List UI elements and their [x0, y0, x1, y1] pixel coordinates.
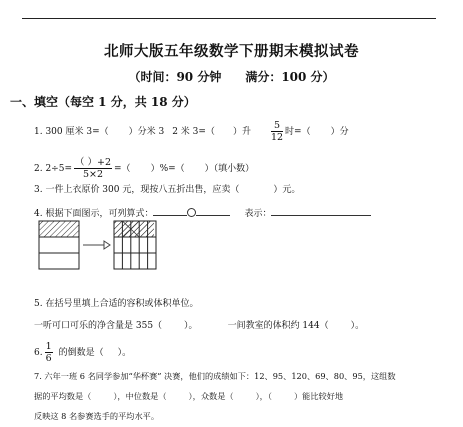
page-title: 北师大版五年级数学下册期末模拟试卷 — [104, 43, 359, 60]
q6-text: 的倒数是（ — [58, 348, 104, 358]
time-label: （时间：90 分钟 — [128, 70, 222, 84]
q6-fraction: $\frac{1}{6}$ — [45, 341, 52, 364]
fraction-diagram — [38, 220, 198, 272]
q2-prefix: 2. 2÷5= — [34, 164, 72, 174]
q2-part-c: ）（填小数） — [204, 164, 255, 174]
top-rule — [22, 18, 436, 19]
q4-blank-1[interactable] — [153, 206, 187, 216]
question-7-line-1: 7. 六年一班 6 名同学参加“华杯赛” 决赛，他们的成绩如下：12、95、120、69、80、95，这组数 — [34, 371, 396, 381]
q3-text: 3. 一件上衣原价 300 元，现按八五折出售，应卖（ — [34, 185, 240, 195]
question-5 — [34, 298, 198, 310]
question-3 — [34, 184, 300, 196]
q5-text: 5. 在括号里填上合适的容积或体积单位。 — [34, 299, 199, 309]
exam-info — [0, 68, 463, 85]
question-5-items — [34, 320, 364, 332]
q4-show-label: 表示： — [244, 209, 272, 219]
question-6 — [34, 341, 131, 364]
question-4 — [34, 206, 371, 220]
q3-end: ）元。 — [273, 185, 301, 195]
diagram-arrow-icon — [83, 241, 110, 249]
q5-item-a: 一听可口可乐的净含量是 355（ — [34, 321, 163, 331]
q1-part-d: ）升 — [232, 127, 251, 137]
score-label: 满分：100 分） — [245, 70, 335, 84]
q4-operator-circle[interactable] — [187, 208, 196, 217]
q2-fraction: $\frac{( )+2}{5\times 2}$ — [74, 157, 112, 180]
q1-part-b: ）分米 3 — [128, 127, 165, 137]
q4-blank-3[interactable] — [271, 206, 371, 216]
q5-item-b: ）。 — [184, 321, 198, 331]
q1-part-e: 时=（ — [285, 127, 311, 137]
question-7-line-3: 反映这 8 名参赛选手的平均水平。 — [34, 411, 160, 421]
q1-part-f: ）分 — [330, 127, 349, 137]
q1-fraction: $\frac{5}{12}$ — [270, 120, 284, 143]
q5-item-d: ）。 — [350, 321, 365, 331]
q4-text: 4. 根据下面图示，可列算式： — [34, 209, 154, 219]
question-1 — [34, 120, 349, 143]
q4-blank-2[interactable] — [196, 206, 230, 216]
q1-part-c: 2 米 3=（ — [172, 127, 215, 137]
q6-end: ）。 — [117, 348, 132, 358]
q1-part-a: 1. 300 厘米 3=（ — [34, 127, 109, 137]
question-2 — [34, 157, 254, 180]
q2-part-a: =（ — [114, 164, 131, 174]
diagram-left-rect — [39, 221, 79, 269]
question-7-line-2: 据的平均数是（ ），中位数是（ ），众数是（ ），（ ）能比较好地 — [34, 391, 344, 401]
q6-prefix: 6. — [34, 348, 43, 358]
diagram-right-grid — [114, 221, 156, 269]
section-heading: 一、填空（每空 1 分，共 18 分） — [10, 95, 196, 109]
q5-item-c: 一间教室的体积约 144（ — [227, 321, 329, 331]
q2-part-b: ）%=（ — [150, 164, 185, 174]
